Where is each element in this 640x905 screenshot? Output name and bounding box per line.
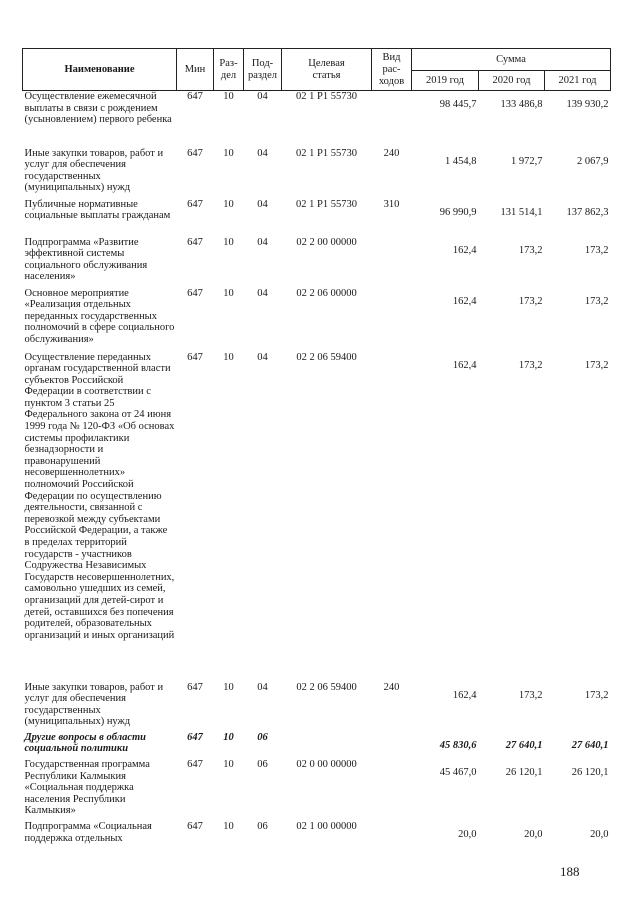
cell-vid	[372, 91, 412, 148]
table-row	[23, 759, 611, 821]
cell-2021: 173,2	[584, 244, 609, 256]
table-row	[23, 732, 611, 759]
cell-razdel: 10	[223, 236, 234, 248]
cell-tsel: 02 2 06 59400	[296, 681, 357, 693]
cell-2019: 162,4	[452, 359, 477, 371]
cell-name: Иные закупки товаров, работ и услуг для обеспечения государственных (муниципальных) нужд	[24, 147, 164, 194]
table-row	[23, 237, 611, 288]
cell-2019: 45 830,6	[439, 739, 477, 751]
cell-min: 647	[187, 759, 203, 771]
cell-razdel: 10	[223, 287, 234, 299]
cell-razdel: 10	[223, 681, 234, 693]
cell-vid	[372, 288, 412, 352]
cell-name: Иные закупки товаров, работ и услуг для обеспечения государственных (муниципальных) нужд	[24, 681, 164, 728]
cell-min: 647	[187, 731, 203, 743]
cell-2021: 139 930,2	[566, 99, 609, 110]
cell-razdel: 10	[223, 198, 234, 210]
cell-2020: 173,2	[518, 295, 543, 307]
cell-name: Основное мероприятие «Реализация отдельных переданных государственных полномочий в сфере социального обслуживания»	[24, 287, 175, 345]
col-header-2021: 2021 год	[545, 71, 611, 91]
cell-razdel: 10	[223, 821, 234, 833]
cell-name: Осуществление переданных органам государственной власти субъектов Российской Федерации в соответствии с пунктом 3 статьи 25 Федерального закона от 24 июня 1999 года № 120-ФЗ «Об основах системы профилактики безнадзорности и правонарушений несовершеннолетних» полномочий Российской Федерации по осуществлению деятельности, связанной с перевозкой между субъектами Российской Федерации, а также в пределах территорий государств - участников Содружества Независимых Государств несовершеннолетних, самовольно ушедших из семей, организаций для детей-сирот и детей, оставшихся без попечения родителей, образовательных организаций и иных организаций	[24, 351, 175, 641]
cell-2020: 173,2	[518, 244, 543, 256]
table-row	[23, 352, 611, 682]
page-number: 188	[560, 864, 580, 879]
cell-podrazdel: 04	[257, 681, 268, 693]
cell-2020: 131 514,1	[500, 206, 543, 218]
col-header-razdel: Раз- дел	[214, 49, 244, 91]
cell-2020: 133 486,8	[500, 99, 543, 110]
cell-2019: 1 454,8	[445, 155, 477, 167]
cell-podrazdel: 04	[257, 351, 268, 363]
cell-2020: 27 640,1	[505, 739, 543, 751]
cell-min: 647	[187, 351, 203, 363]
col-header-podrazdel: Под- раздел	[244, 49, 282, 91]
cell-tsel: 02 1 00 00000	[296, 821, 357, 833]
table-row	[23, 199, 611, 237]
cell-2019: 20,0	[458, 829, 477, 841]
table-row	[23, 288, 611, 352]
table-row	[23, 91, 611, 148]
cell-tsel: 02 2 06 00000	[296, 287, 357, 299]
cell-min: 647	[187, 821, 203, 833]
col-header-2019: 2019 год	[412, 71, 479, 91]
cell-razdel: 10	[223, 91, 234, 102]
cell-name: Подпрограмма «Развитие эффективной системы социального обслуживания населения»	[24, 236, 148, 283]
col-header-vid: Вид рас- ходов	[372, 49, 412, 91]
cell-min: 647	[187, 681, 203, 693]
cell-2021: 26 120,1	[571, 767, 609, 779]
cell-2019: 98 445,7	[439, 99, 477, 110]
col-header-min: Мин	[177, 49, 214, 91]
cell-razdel: 10	[223, 731, 234, 743]
cell-2021: 20,0	[590, 829, 609, 841]
cell-tsel: 02 2 00 00000	[296, 236, 357, 248]
cell-tsel: 02 1 P1 55730	[296, 91, 357, 102]
cell-min: 647	[187, 198, 203, 210]
cell-2020: 173,2	[518, 689, 543, 701]
cell-vid: 240	[383, 147, 400, 159]
cell-2021: 173,2	[584, 295, 609, 307]
cell-vid: 310	[383, 198, 400, 210]
cell-vid	[372, 237, 412, 288]
col-header-2020: 2020 год	[479, 71, 545, 91]
table-row	[23, 148, 611, 199]
cell-vid: 240	[383, 681, 400, 693]
cell-podrazdel: 06	[257, 821, 268, 833]
cell-podrazdel: 04	[257, 147, 268, 159]
cell-vid	[372, 759, 412, 821]
budget-table	[22, 48, 611, 851]
col-header-summa: Сумма	[412, 49, 611, 71]
cell-name: Подпрограмма «Социальная поддержка отдельных	[24, 821, 152, 844]
cell-min: 647	[187, 287, 203, 299]
cell-2021: 27 640,1	[571, 739, 609, 751]
cell-podrazdel: 04	[257, 287, 268, 299]
cell-razdel: 10	[223, 351, 234, 363]
cell-2019: 96 990,9	[439, 206, 477, 218]
cell-name: Осуществление ежемесячной выплаты в связи с рождением (усыновлением) первого ребенка	[24, 91, 172, 126]
col-header-name: Наименование	[23, 49, 177, 91]
cell-2020: 26 120,1	[505, 767, 543, 779]
cell-2021: 173,2	[584, 359, 609, 371]
cell-podrazdel: 04	[257, 236, 268, 248]
cell-2021: 2 067,9	[577, 155, 609, 167]
cell-tsel: 02 0 00 00000	[296, 759, 357, 771]
cell-podrazdel: 06	[257, 731, 268, 743]
table-row	[23, 821, 611, 851]
cell-razdel: 10	[223, 147, 234, 159]
cell-tsel: 02 1 P1 55730	[296, 198, 357, 210]
cell-min: 647	[187, 91, 203, 102]
cell-razdel: 10	[223, 759, 234, 771]
cell-tsel: 02 2 06 59400	[296, 351, 357, 363]
cell-vid	[372, 732, 412, 759]
cell-2019: 162,4	[452, 295, 477, 307]
cell-name: Государственная программа Республики Калмыкия «Социальная поддержка населения Республики Калмыкия»	[24, 759, 150, 817]
cell-2021: 137 862,3	[566, 206, 609, 218]
cell-2019: 162,4	[452, 244, 477, 256]
cell-podrazdel: 04	[257, 198, 268, 210]
cell-tsel: 02 1 P1 55730	[296, 147, 357, 159]
cell-min: 647	[187, 236, 203, 248]
cell-tsel	[282, 732, 372, 759]
cell-podrazdel: 04	[257, 91, 268, 102]
cell-2019: 162,4	[452, 689, 477, 701]
cell-name: Публичные нормативные социальные выплаты гражданам	[24, 198, 171, 222]
cell-2020: 20,0	[524, 829, 543, 841]
cell-2021: 173,2	[584, 689, 609, 701]
cell-2019: 45 467,0	[439, 767, 477, 779]
cell-vid	[372, 352, 412, 682]
cell-vid	[372, 821, 412, 851]
col-header-tsel: Целевая статья	[282, 49, 372, 91]
cell-name: Другие вопросы в области социальной политики	[24, 731, 147, 755]
cell-2020: 173,2	[518, 359, 543, 371]
cell-min: 647	[187, 147, 203, 159]
cell-2020: 1 972,7	[511, 155, 543, 167]
table-row	[23, 682, 611, 732]
table-body	[23, 91, 611, 852]
cell-podrazdel: 06	[257, 759, 268, 771]
